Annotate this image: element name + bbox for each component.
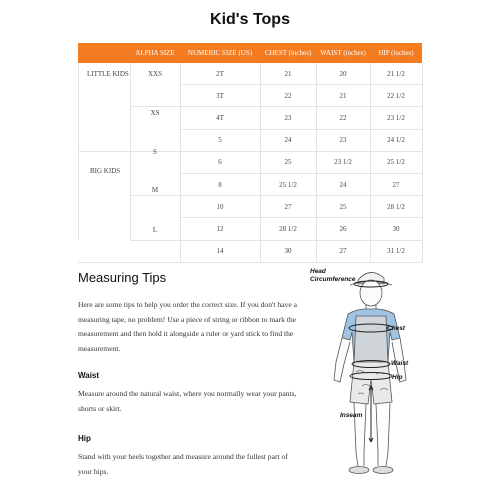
cell-chest: 24 <box>260 129 316 151</box>
header-alpha-size: ALPHA SIZE <box>130 43 180 63</box>
alpha-size-s: S <box>153 148 157 156</box>
column-divider <box>180 63 181 240</box>
hip-instructions: Stand with your heels together and measure around the fullest part of your hips. <box>78 452 288 476</box>
figure-label-chest: Chest <box>387 325 406 332</box>
header-waist: WAIST (inches) <box>316 43 370 63</box>
cell-chest: 25 1/2 <box>260 173 316 195</box>
cell-hip: 21 1/2 <box>370 63 422 85</box>
cell-hip: 28 1/2 <box>370 196 422 218</box>
alpha-size-xs: XS <box>150 109 160 117</box>
hip-heading: Hip <box>78 434 91 443</box>
group-label-big-kids: BIG KIDS <box>90 167 121 175</box>
header-group <box>78 43 130 63</box>
alpha-size-xxs: XXS <box>147 70 162 78</box>
cell-waist: 27 <box>316 240 370 262</box>
cell-numeric-size: 2T <box>180 63 260 85</box>
cell-waist: 20 <box>316 63 370 85</box>
measuring-tips-intro: Here are some tips to help you order the correct size. If you don't have a measuring tape, no problem! Use a piece of string or ribbon to mark the measurement and then hold it alongside a ruler or yard stick to find the measurement. <box>78 300 297 353</box>
cell-waist: 23 1/2 <box>316 151 370 173</box>
cell-hip: 27 <box>370 173 422 195</box>
cell-numeric-size: 12 <box>180 218 260 240</box>
cell-numeric-size: 10 <box>180 196 260 218</box>
cell-numeric-size: 14 <box>180 240 260 262</box>
figure-label-hip: Hip <box>392 374 403 381</box>
cell-hip: 25 1/2 <box>370 151 422 173</box>
cell-numeric-size: 4T <box>180 107 260 129</box>
figure-label-head-circumference: Head Circumference <box>310 268 356 283</box>
cell-numeric-size: 5 <box>180 129 260 151</box>
cell-waist: 25 <box>316 196 370 218</box>
cell-chest: 28 1/2 <box>260 218 316 240</box>
figure-label-waist: Waist <box>391 360 409 367</box>
measuring-tips-title: Measuring Tips <box>78 270 167 285</box>
cell-chest: 25 <box>260 151 316 173</box>
alpha-size-m: M <box>151 186 159 194</box>
figure-label-inseam: Inseam <box>340 412 363 419</box>
cell-chest: 23 <box>260 107 316 129</box>
cell-chest: 22 <box>260 85 316 107</box>
waist-heading: Waist <box>78 371 100 380</box>
cell-chest: 30 <box>260 240 316 262</box>
page-title: Kid's Tops <box>210 11 290 28</box>
cell-chest: 27 <box>260 196 316 218</box>
cell-hip: 30 <box>370 218 422 240</box>
alpha-size-l: L <box>152 226 158 234</box>
cell-waist: 21 <box>316 85 370 107</box>
cell-waist: 26 <box>316 218 370 240</box>
cell-numeric-size: 3T <box>180 85 260 107</box>
table-row <box>78 240 422 262</box>
group-label-little-kids: LITTLE KIDS <box>87 70 129 78</box>
waist-instructions: Measure around the natural waist, where you normally wear your pants, shorts or skirt. <box>78 389 297 413</box>
table-left-border <box>78 63 79 240</box>
cell-numeric-size: 6 <box>180 151 260 173</box>
cell-hip: 22 1/2 <box>370 85 422 107</box>
cell-waist: 22 <box>316 107 370 129</box>
cell-waist: 23 <box>316 129 370 151</box>
table-header-row <box>78 43 422 63</box>
header-chest: CHEST (inches) <box>260 43 316 63</box>
cell-chest: 21 <box>260 63 316 85</box>
header-numeric-size: NUMERIC SIZE (US) <box>180 43 260 63</box>
measurement-figure <box>300 262 440 487</box>
header-hip: HIP (inches) <box>370 43 422 63</box>
cell-hip: 23 1/2 <box>370 107 422 129</box>
cell-hip: 31 1/2 <box>370 240 422 262</box>
cell-numeric-size: 8 <box>180 173 260 195</box>
cell-hip: 24 1/2 <box>370 129 422 151</box>
cell-waist: 24 <box>316 173 370 195</box>
